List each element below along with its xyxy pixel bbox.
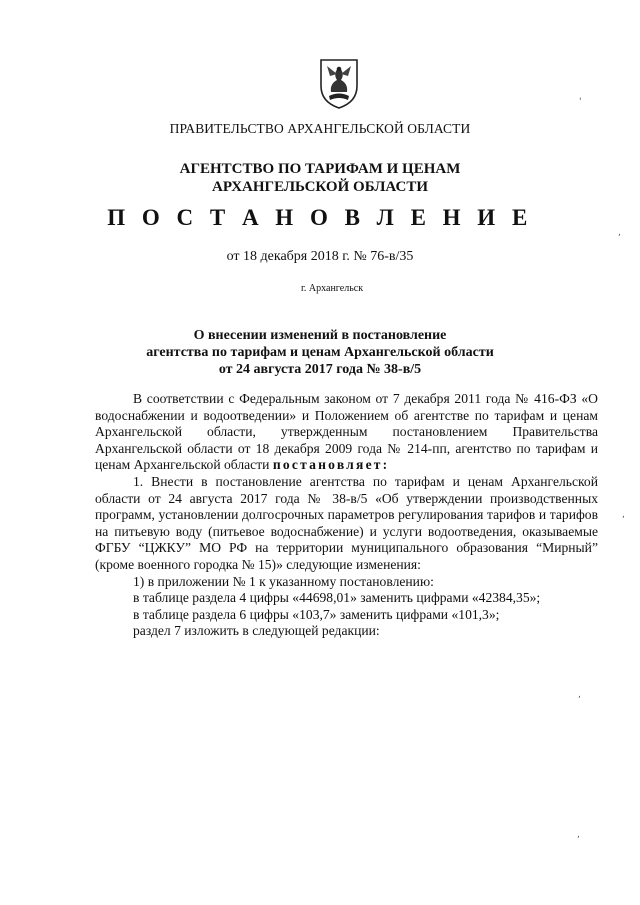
scan-speck: , — [577, 830, 580, 840]
date-and-number: от 18 декабря 2018 г. № 76-в/35 — [226, 249, 414, 264]
government-name: ПРАВИТЕЛЬСТВО АРХАНГЕЛЬСКОЙ ОБЛАСТИ — [169, 121, 471, 136]
agency-name — [0, 160, 640, 196]
scan-speck: ' — [579, 97, 582, 107]
agency-name-line1: АГЕНТСТВО ПО ТАРИФАМ И ЦЕНАМ — [179, 161, 461, 177]
sub-item-appendix: 1) в приложении № 1 к указанному постановлению: — [133, 573, 434, 589]
document-type-title: П О С Т А Н О В Л Е Н И Е — [107, 205, 533, 230]
item-1-paragraph: 1. Внести в постановление агентства по тарифам и ценам Архангельской области от 24 августа 2017 года № 38-в/5 «Об утверждении производственных программ, установлении долгосрочных параметров регулирования тарифов и тарифов на питьевую воду (питьевое водоснабжение) и услуги водоотведения, оказываемые ФГБУ “ЦЖКУ” МО РФ на территории муниципального образования “Мирный” (кроме военного городка № 15)» следующие изменения: — [95, 473, 598, 572]
document-subject — [0, 327, 640, 378]
scan-speck: , — [618, 228, 621, 238]
sub-item-section-7: раздел 7 изложить в следующей редакции: — [133, 623, 380, 639]
scan-speck: , — [578, 690, 581, 700]
subject-line1: О внесении изменений в постановление — [193, 328, 447, 343]
agency-name-line2: АРХАНГЕЛЬСКОЙ ОБЛАСТИ — [212, 179, 428, 195]
coat-of-arms-icon — [317, 56, 361, 110]
preamble-paragraph — [95, 391, 598, 474]
scan-speck: , — [622, 510, 625, 520]
sub-item-section-4: в таблице раздела 4 цифры «44698,01» заменить цифрами «42384,35»; — [133, 590, 541, 606]
sub-item-section-6: в таблице раздела 6 цифры «103,7» заменить цифрами «101,3»; — [133, 606, 500, 622]
city-name: г. Архангельск — [300, 283, 364, 294]
document-body — [95, 391, 598, 640]
preamble-text: В соответствии с Федеральным законом от 7 декабря 2011 года № 416-ФЗ «О водоснабжении и водоотведении» и Положением об агентстве по тарифам и ценам Архангельской области, утвержденным постановлением Правительства Архангельской области от 18 декабря 2009 года № 214-пп, агентство по тарифам и ценам Архангельской области — [95, 391, 598, 473]
decree-word: постановляет: — [272, 457, 390, 473]
subject-line2: агентства по тарифам и ценам Архангельской области — [146, 345, 494, 360]
subject-line3: от 24 августа 2017 года № 38-в/5 — [218, 362, 422, 377]
